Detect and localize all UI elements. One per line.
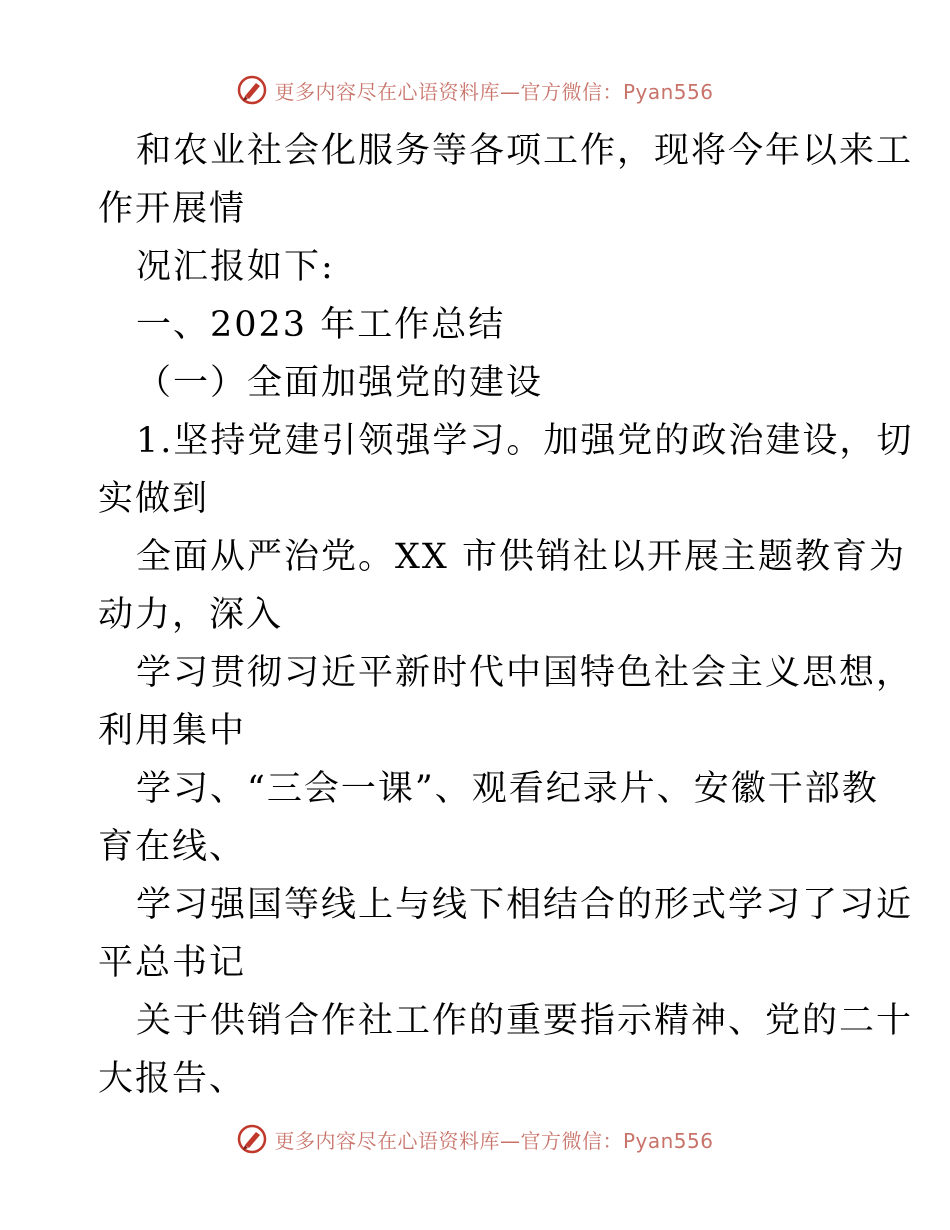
text-line: 大报告、: [98, 1059, 247, 1099]
text-line: 和农业社会化服务等各项工作，现将今年以来工: [136, 131, 914, 171]
text-line: 1.坚持党建引领强学习。加强党的政治建设，切: [136, 421, 914, 461]
header-watermark: [0, 68, 950, 112]
document-body: [98, 122, 914, 1108]
footer-watermark: [0, 1117, 950, 1161]
text-line: 实做到: [98, 479, 210, 519]
text-line: 况汇报如下:: [136, 247, 335, 287]
section-heading: 一、2023 年工作总结: [136, 305, 506, 345]
pen-seal-logo-icon: [236, 1123, 268, 1155]
subsection-heading: （一）全面加强党的建设: [136, 363, 544, 403]
text-line: 平总书记: [98, 943, 247, 983]
watermark-text: 更多内容尽在心语资料库—官方微信：Pyan556: [274, 1128, 714, 1153]
text-line: 全面从严治党。XX 市供销社以开展主题教育为: [136, 537, 906, 577]
text-line: 关于供销合作社工作的重要指示精神、党的二十: [136, 1001, 914, 1041]
text-line: 学习贯彻习近平新时代中国特色社会主义思想，: [136, 653, 914, 693]
pen-seal-logo-icon: [236, 74, 268, 106]
text-line: 利用集中: [98, 711, 247, 751]
text-line: 育在线、: [98, 827, 247, 867]
text-line: 动力，深入: [98, 595, 284, 635]
text-line: 学习强国等线上与线下相结合的形式学习了习近: [136, 885, 914, 925]
watermark-text: 更多内容尽在心语资料库—官方微信：Pyan556: [274, 79, 714, 104]
text-line: 作开展情: [98, 189, 247, 229]
text-line: 学习、“三会一课”、观看纪录片、安徽干部教: [136, 769, 879, 809]
